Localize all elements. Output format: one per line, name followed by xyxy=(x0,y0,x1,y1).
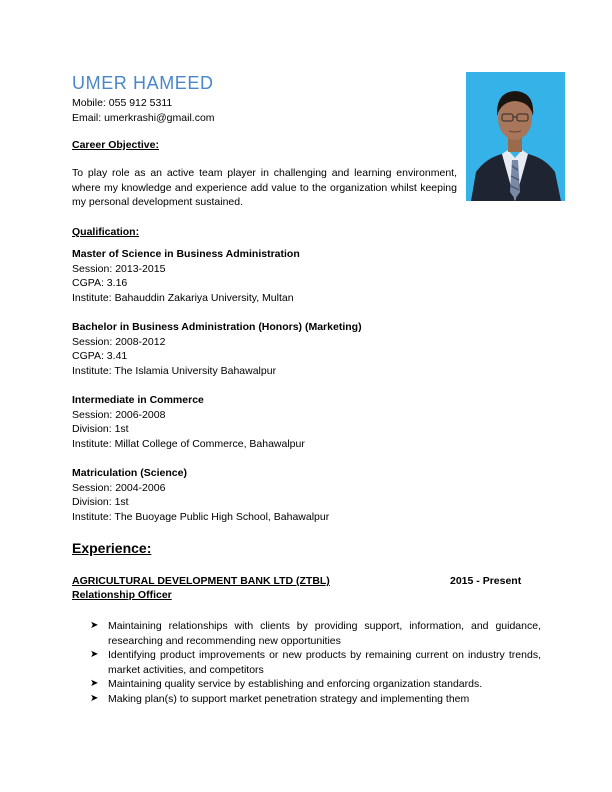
qualification-institute: Institute: Bahauddin Zakariya University, Multan xyxy=(72,291,294,304)
qualification-institute: Institute: The Buoyage Public High School, Bahawalpur xyxy=(72,510,330,523)
qualification-item xyxy=(72,466,472,524)
job-title: Relationship Officer xyxy=(72,589,172,601)
responsibilities-list xyxy=(90,619,541,707)
qualification-session: Session: 2006-2008 xyxy=(72,408,166,421)
qualification-grade: Division: 1st xyxy=(72,496,129,509)
list-item xyxy=(90,692,541,707)
responsibility-text: Maintaining relationships with clients by providing support, information, and guidance, researching and recommending new opportunities xyxy=(108,620,541,647)
responsibility-text: Maintaining quality service by establishing and enforcing organization standards. xyxy=(108,678,483,691)
career-objective-heading: Career Objective: xyxy=(72,139,159,151)
person-portrait-icon xyxy=(466,72,565,201)
qualification-institute: Institute: The Islamia University Bahawalpur xyxy=(72,364,277,377)
qualification-grade: CGPA: 3.16 xyxy=(72,277,128,290)
qualification-title: Bachelor in Business Administration (Honors) (Marketing) xyxy=(72,321,362,333)
qualification-title: Master of Science in Business Administration xyxy=(72,248,300,260)
list-item xyxy=(90,677,541,692)
profile-photo xyxy=(466,72,565,201)
responsibility-text: Identifying product improvements or new products by remaining current on industry trends, market activities, and competitors xyxy=(108,649,541,676)
qualification-session: Session: 2008-2012 xyxy=(72,335,166,348)
qualification-item xyxy=(72,320,472,378)
qualification-grade: CGPA: 3.41 xyxy=(72,350,128,363)
arrow-bullet-icon: ➤ xyxy=(90,649,99,661)
qualification-institute: Institute: Millat College of Commerce, Bahawalpur xyxy=(72,437,305,450)
experience-heading: Experience: xyxy=(72,540,152,556)
list-item xyxy=(90,648,541,677)
list-item xyxy=(90,619,541,648)
responsibility-text: Making plan(s) to support market penetration strategy and implementing them xyxy=(108,692,470,705)
employer-line xyxy=(72,575,542,587)
qualification-item xyxy=(72,393,472,451)
mobile-line: Mobile: 055 912 5311 xyxy=(72,97,173,109)
candidate-name: UMER HAMEED xyxy=(72,73,214,93)
employment-dates: 2015 - Present xyxy=(450,575,522,587)
qualification-session: Session: 2004-2006 xyxy=(72,481,166,494)
career-objective-text: To play role as an active team player in challenging and learning environment, where my knowledge and experience add value to the organization whilst keeping my personal development sustained. xyxy=(72,167,457,209)
qualification-title: Matriculation (Science) xyxy=(72,467,187,479)
qualification-grade: Division: 1st xyxy=(72,423,129,436)
qualification-title: Intermediate in Commerce xyxy=(72,394,204,406)
employer-name: AGRICULTURAL DEVELOPMENT BANK LTD (ZTBL) xyxy=(72,575,330,587)
arrow-bullet-icon: ➤ xyxy=(90,678,99,690)
qualification-session: Session: 2013-2015 xyxy=(72,262,166,275)
arrow-bullet-icon: ➤ xyxy=(90,692,99,704)
qualification-item xyxy=(72,247,472,305)
email-line: Email: umerkrashi@gmail.com xyxy=(72,112,215,124)
qualification-heading: Qualification: xyxy=(72,226,140,238)
arrow-bullet-icon: ➤ xyxy=(90,620,99,631)
